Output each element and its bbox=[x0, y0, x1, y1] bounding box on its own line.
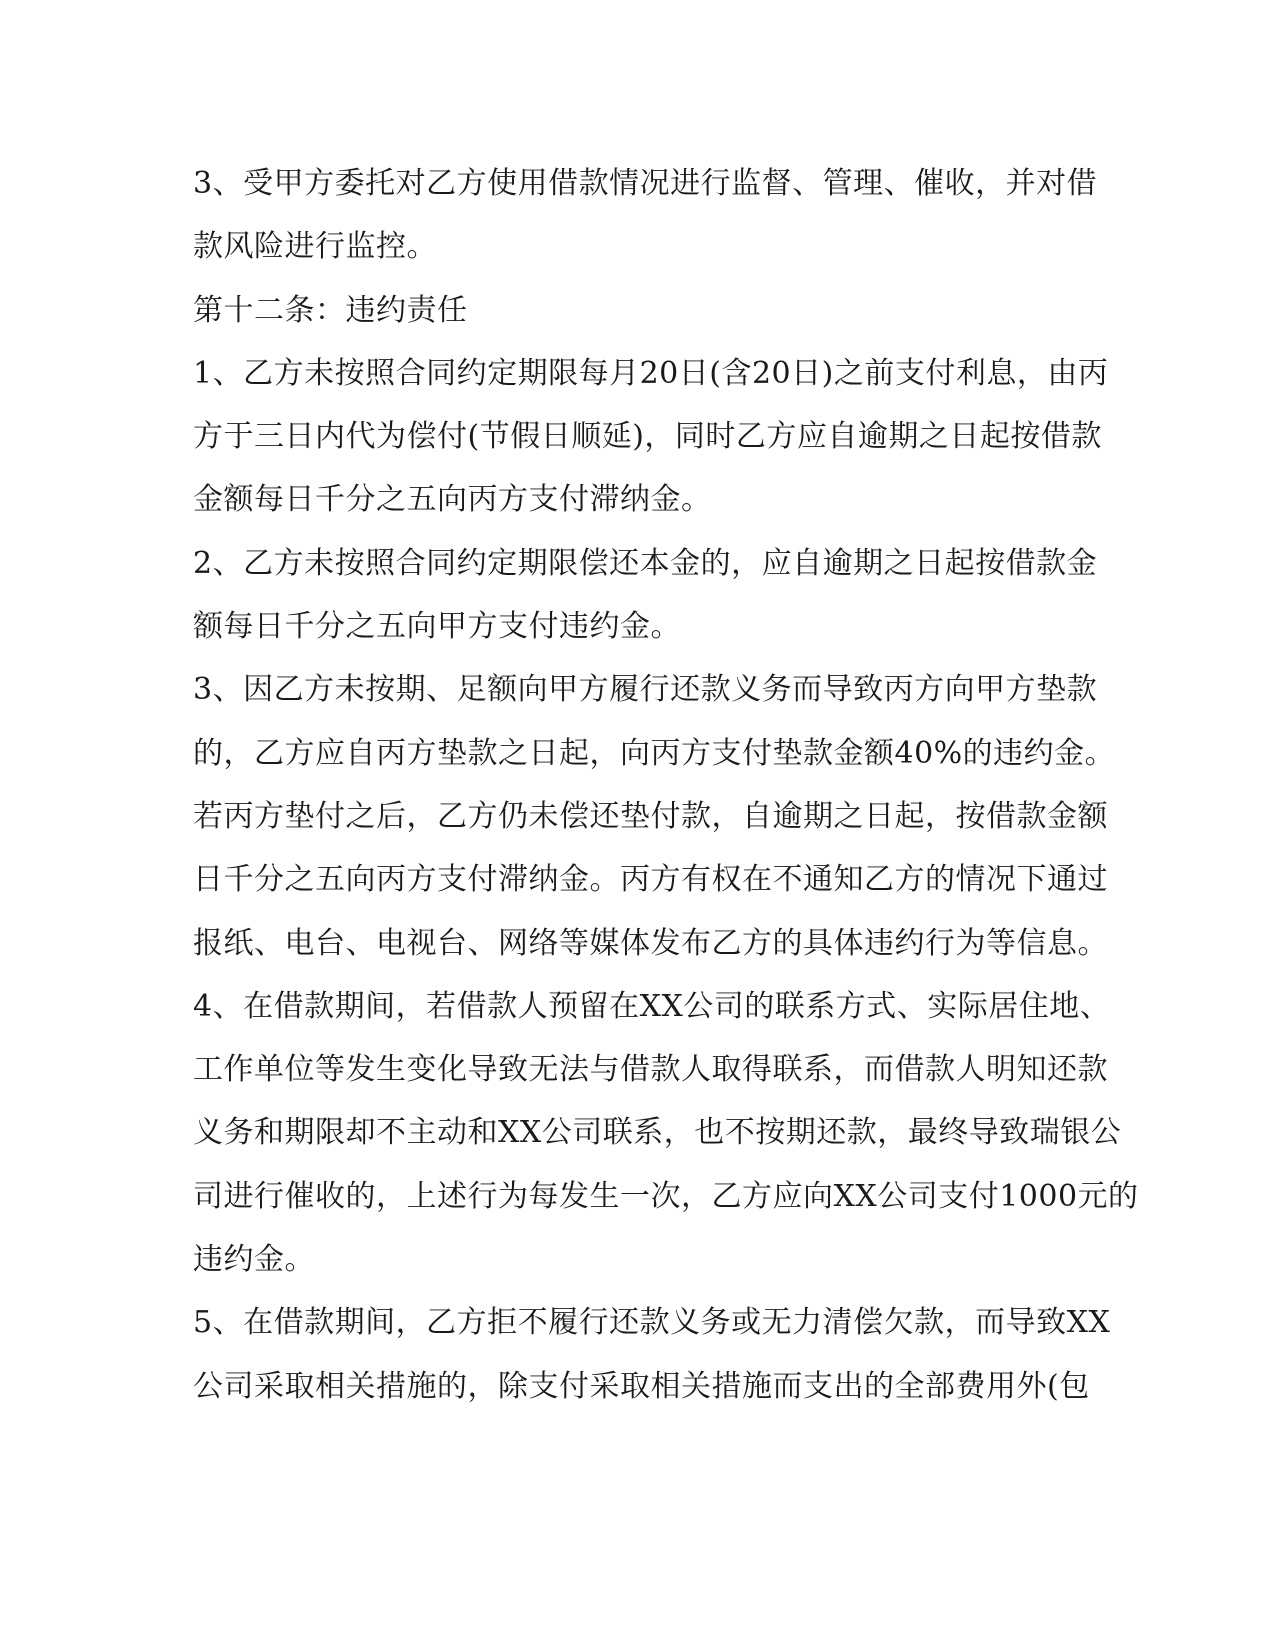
text-line: 的，乙方应自丙方垫款之日起，向丙方支付垫款金额40%的违约金。 bbox=[193, 735, 1116, 771]
text-line: 方于三日内代为偿付(节假日顺延)，同时乙方应自逾期之日起按借款 bbox=[193, 419, 1102, 455]
text-line: 3、因乙方未按期、足额向甲方履行还款义务而导致丙方向甲方垫款 bbox=[193, 672, 1098, 708]
section-heading: 第十二条：违约责任 bbox=[193, 292, 468, 328]
text-line: 违约金。 bbox=[193, 1242, 315, 1278]
text-line: 日千分之五向丙方支付滞纳金。丙方有权在不通知乙方的情况下通过 bbox=[193, 862, 1108, 898]
text-line: 工作单位等发生变化导致无法与借款人取得联系，而借款人明知还款 bbox=[193, 1052, 1108, 1088]
text-line: 报纸、电台、电视台、网络等媒体发布乙方的具体违约行为等信息。 bbox=[193, 925, 1108, 961]
text-line: 款风险进行监控。 bbox=[193, 229, 437, 265]
text-line: 司进行催收的，上述行为每发生一次，乙方应向XX公司支付1000元的 bbox=[193, 1178, 1139, 1214]
text-line: 4、在借款期间，若借款人预留在XX公司的联系方式、实际居住地、 bbox=[193, 988, 1111, 1024]
text-line: 公司采取相关措施的，除支付采取相关措施而支出的全部费用外(包 bbox=[193, 1368, 1090, 1404]
text-line: 额每日千分之五向甲方支付违约金。 bbox=[193, 609, 681, 645]
text-line: 2、乙方未按照合同约定期限偿还本金的，应自逾期之日起按借款金 bbox=[193, 545, 1098, 581]
text-line: 1、乙方未按照合同约定期限每月20日(含20日)之前支付利息，由丙 bbox=[193, 355, 1109, 391]
text-line: 3、受甲方委托对乙方使用借款情况进行监督、管理、催收，并对借 bbox=[193, 166, 1098, 201]
text-line: 5、在借款期间，乙方拒不履行还款义务或无力清偿欠款，而导致XX bbox=[193, 1305, 1111, 1341]
text-line: 若丙方垫付之后，乙方仍未偿还垫付款，自逾期之日起，按借款金额 bbox=[193, 798, 1108, 834]
document-body bbox=[193, 152, 1139, 1418]
text-line: 义务和期限却不主动和XX公司联系，也不按期还款，最终导致瑞银公 bbox=[193, 1115, 1122, 1151]
text-line: 金额每日千分之五向丙方支付滞纳金。 bbox=[193, 482, 712, 518]
